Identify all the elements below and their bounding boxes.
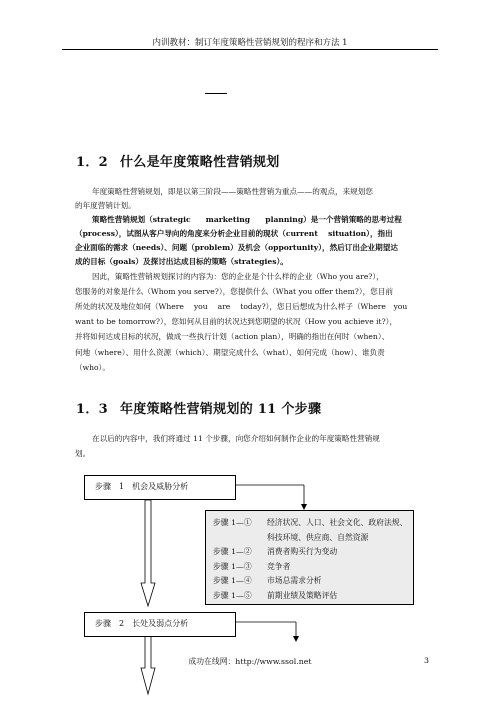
step-2-box [84,612,236,637]
arrowhead-icon [293,636,299,642]
paragraph-line: 划。 [75,449,91,458]
section-title: 什么是年度策略性营销规划 [120,155,280,170]
substep-text: 经济状况、人口、社会文化、政府法规、 [267,518,408,527]
paragraph-line: （who）。 [75,363,110,372]
paragraph-line: （process），试图从客户导向的角度来分析企业目前的现状（current situation），指出 [75,229,393,238]
substep-row [213,560,413,575]
substep-code: 步骤 1—⑤ [213,590,252,600]
running-header: 内训教材：制订年度策略性营销规划的程序和方法 1 [152,38,348,48]
substep-text: 竞争者 [267,561,291,571]
section-number: 1．3 [76,402,108,417]
paragraph-line: 因此，策略性营销规划探讨的内容为：您的企业是个什么样的企业（Who you are?）， [92,272,384,281]
substep-code: 步骤 1—③ [213,561,252,571]
paragraph-line: 的年度营销计划。 [75,201,136,210]
step-1-substeps-box [205,510,414,605]
substep-text: 消费者购买行为变动 [267,547,338,556]
paragraph-line: want to be tomorrow?），您如何从目前的状况达到您期望的状况（How you achieve it?）， [75,317,398,326]
substep-code: 步骤 1—② [213,547,252,556]
step-2-label: 步骤 2 长处及弱点分析 [95,619,189,628]
paragraph-line: 成的目标（goals）及探讨出达成目标的策略（strategies）。 [75,257,288,266]
substep-row [213,531,413,546]
substep-row [213,545,413,560]
section-title: 年度策略性营销规划的 11 个步骤 [120,402,322,417]
footer-text: 成功在线网：http://www.ssol.net [188,657,312,666]
paragraph-line: 所处的状况及地位如何（Where you are today?），您日后想成为什么样子（Where you [75,302,408,311]
step-1-label: 步骤 1 机会及威胁分析 [95,482,189,491]
paragraph-line: 在以后的内容中，我们将通过 11 个步骤，向您介绍如何制作企业的年度策略性营销规 [92,434,380,443]
substep-text: 市场总需求分析 [267,576,322,585]
step-1-box [84,475,236,500]
substep-text: 前期业绩及策略评估 [267,590,338,600]
paragraph-line: 策略性营销规划（strategic marketing planning）是一个营销策略的思考过程 [92,215,402,224]
substep-code: 步骤 1—① [213,518,252,527]
page-number: 3 [424,656,429,665]
substep-row [213,574,413,589]
substep-code: 步骤 1—④ [213,576,252,585]
paragraph-line: 年度策略性营销规划，即是以第三阶段——策略性营销为重点——的观点，来规划您 [92,187,373,196]
paragraph-line: 何地（where）、用什么资源（which）、期望完成什么（what）、如何完成（how）、谁负责 [75,348,385,357]
paragraph-line: 企业面临的需求（needs）、问题（problem）及机会（opportunity），然后订出企业期望达 [75,243,398,252]
paragraph-line: 并将如何达成目标的状况，做成一些执行计划（action plan），明确的指出在何时（when）、 [75,332,390,341]
down-arrow-icon [141,500,155,606]
section-number: 1．2 [76,155,108,170]
substep-text: 科技环境、供应商、自然资源 [267,532,369,542]
substep-row [213,589,413,604]
paragraph-line: 您服务的对象是什么（Whom you serve?），您提供什么（What you offer them?），您目前 [75,287,394,296]
substep-row [213,516,413,531]
